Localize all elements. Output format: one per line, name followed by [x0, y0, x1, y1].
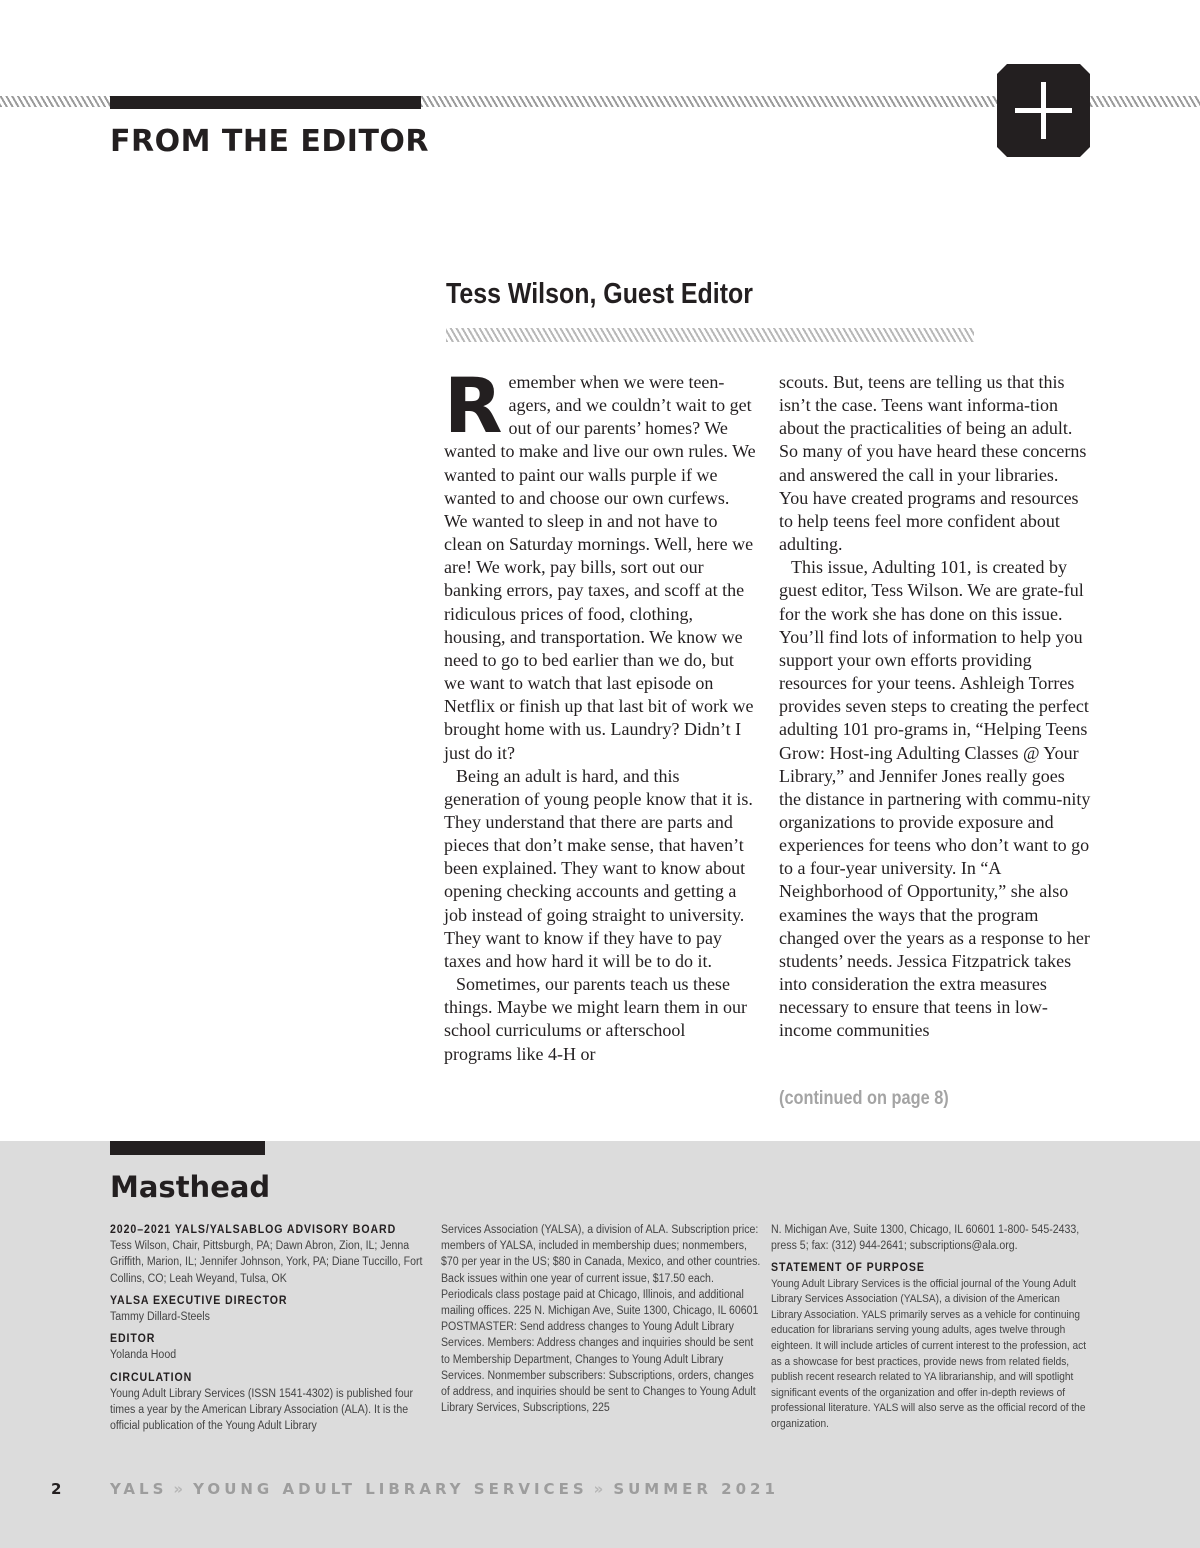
- masthead-column-3: [771, 1222, 1093, 1433]
- director-heading: YALSA EXECUTIVE DIRECTOR: [110, 1294, 288, 1307]
- masthead-accent-bar: [110, 1141, 265, 1155]
- article-paragraph: emember when we were teen-agers, and we couldn’t wait to get out of our parents’ homes? We wanted to make and live our own rules. We wanted to paint our walls purple if we wanted to and choose our own curfews. We wanted to sleep in and not have to clean on Saturday mornings. Well, here we are! We work, pay bills, sort out our banking errors, pay taxes, and scoff at the ridiculous prices of food, clothing, housing, and transportation. We know we need to go to bed earlier than we do, but we want to watch that last episode on Netflix or finish up that last bit of work we brought home with us. Laundry? Didn’t I just do it?: [444, 372, 756, 763]
- purpose-text: Young Adult Library Services is the official journal of the Young Adult Library Services Association (YALSA), a division of the American Library Association. YALS primarily serves as a vehicle for continuing education for librarians serving young adults, ages twelve through eighteen. It will include articles of current interest to the profession, act as a showcase for best practices, provide news from related fields, publish recent research related to YA librarianship, and will spotlight significant events of the organization and offer in-depth reviews of professional literature. YALS will also serve as the official record of the organization.: [771, 1277, 1087, 1430]
- circulation-heading: CIRCULATION: [110, 1371, 193, 1384]
- director-text: Tammy Dillard-Steels: [110, 1311, 210, 1324]
- continued-link[interactable]: (continued on page 8): [779, 1088, 949, 1109]
- article-byline: Tess Wilson, Guest Editor: [446, 278, 753, 310]
- running-footer: [110, 1480, 779, 1498]
- article-paragraph: Sometimes, our parents teach us these things. Maybe we might learn them in our school curriculums or afterschool programs like 4-H or: [444, 974, 747, 1064]
- contact-text: N. Michigan Ave, Suite 1300, Chicago, IL 60601 1-800- 545-2433, press 5; fax: (312) 944-2641; subscriptions@ala.org.: [771, 1224, 1080, 1253]
- header-accent-bar: [110, 96, 421, 109]
- footer-separator: »: [173, 1480, 188, 1498]
- subscription-text: Services Association (YALSA), a division of ALA. Subscription price: members of YALSA, included in membership dues; nonmembers, $70 per year in the US; $80 in Canada, Mexico, and other countries. Back issues within one year of current issue, $17.50 each. Periodicals class postage paid at Chicago, Illinois, and additional mailing offices. 225 N. Michigan Ave, Suite 1300, Chicago, IL 60601 POSTMASTER: Send address changes to Young Adult Library Services. Members: Address changes and inquiries should be sent to Membership Department, Changes to Young Adult Library Services. Nonmember subscribers: Subscriptions, orders, changes of address, and inquiries should be sent to Changes to Young Adult Library Services, Subscriptions, 225: [441, 1224, 761, 1415]
- footer-separator: »: [593, 1480, 608, 1498]
- section-title: FROM THE EDITOR: [110, 124, 430, 159]
- editor-text: Yolanda Hood: [110, 1349, 177, 1362]
- purpose-heading: STATEMENT OF PURPOSE: [771, 1262, 925, 1275]
- editor-heading: EDITOR: [110, 1333, 156, 1346]
- board-heading: 2020–2021 YALS/YALSABLOG ADVISORY BOARD: [110, 1224, 397, 1236]
- page-number: 2: [51, 1480, 62, 1498]
- issue-label: SUMMER 2021: [613, 1480, 779, 1498]
- drop-cap: R: [444, 361, 503, 450]
- journal-short: YALS: [110, 1480, 168, 1498]
- article-paragraph: scouts. But, teens are telling us that this isn’t the case. Teens want informa-tion about the practicalities of being an adult. So many of you have heard these concerns and answered the call in your libraries. You have created programs and resources to help teens feel more confident about adulting.: [779, 372, 1087, 555]
- article-column-1: [444, 361, 756, 1066]
- journal-full: YOUNG ADULT LIBRARY SERVICES: [193, 1480, 588, 1498]
- masthead-column-1: [110, 1222, 432, 1434]
- board-text: Tess Wilson, Chair, Pittsburgh, PA; Dawn Abron, Zion, IL; Jenna Griffith, Marion, IL; Jennifer Johnson, York, PA; Diane Tuccillo, Fort Collins, CO; Leah Weyand, Tulsa, OK: [110, 1240, 423, 1285]
- masthead-title: Masthead: [110, 1170, 271, 1204]
- circulation-text: Young Adult Library Services (ISSN 1541-4302) is published four times a year by the American Library Association (ALA). It is the official publication of the Young Adult Library: [110, 1387, 414, 1433]
- masthead-column-2: [441, 1222, 763, 1416]
- article-paragraph: This issue, Adulting 101, is created by guest editor, Tess Wilson. We are grate-ful for the work she has done on this issue. You’ll find lots of information to help you support your own efforts providing resources for your teens. Ashleigh Torres provides seven steps to creating the perfect adulting 101 pro-grams in, “Helping Teens Grow: Host-ing Adulting Classes @ Your Library,” and Jennifer Jones really goes the distance in partnering with commu-nity organizations to provide exposure and experiences for teens who don’t want to go to a four-year university. In “A Neighborhood of Opportunity,” she also examines the ways that the program changed over the years as a response to her students’ needs. Jessica Fitzpatrick takes into consideration the extra measures necessary to ensure that teens in low-income communities: [779, 557, 1091, 1041]
- byline-underline-hatch: [446, 328, 974, 342]
- article-paragraph: Being an adult is hard, and this generation of young people know that it is. They understand that there are parts and pieces that don’t make sense, that haven’t been explained. They want to know about opening checking accounts and getting a job instead of going straight to university. They want to know if they have to pay taxes and how hard it will be to do it.: [444, 765, 753, 971]
- header-hatch-left: [0, 96, 110, 107]
- article-column-2: [779, 371, 1091, 1043]
- plus-icon: [997, 64, 1090, 157]
